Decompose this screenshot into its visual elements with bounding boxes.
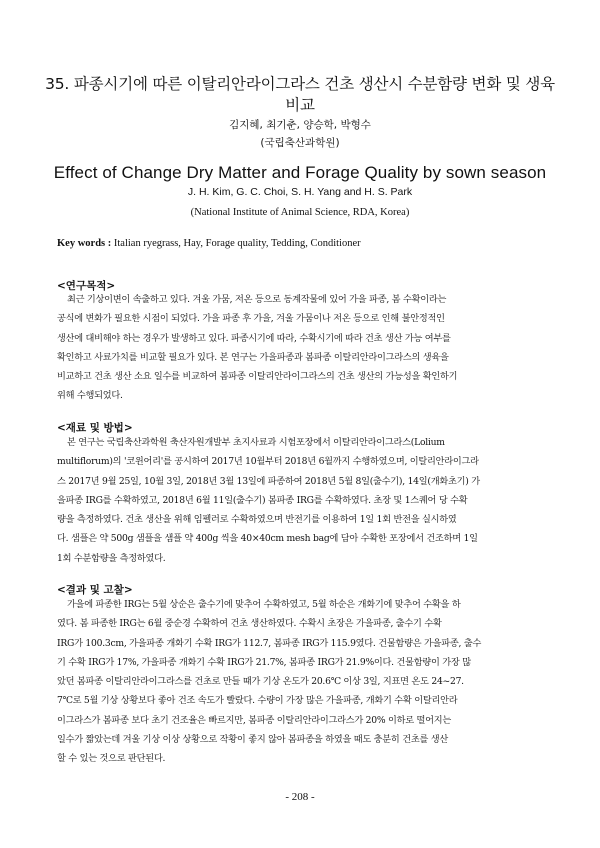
text-line: 가을에 파종한 IRG는 5월 상순은 출수기에 맞추어 수확하였고, 5월 하순은 개화기에 맞추어 수확을 하: [67, 599, 461, 610]
text-line: IRG가 100.3cm, 가을파종 개화기 수확 IRG가 112.7, 봄파종 IRG가 115.9였다. 건물함량은 가을파종, 출수: [57, 637, 482, 649]
section-heading-methods: <재료 및 방법>: [57, 422, 133, 434]
text-line: 을파종 IRG를 수확하였고, 2018년 6월 11일(출수기) 봄파종 IRG를 수확하였다. 초장 및 1스퀘어 당 수확: [57, 494, 468, 506]
text-line: 생산에 대비해야 하는 경우가 발생하고 있다. 파종시기에 따라, 수확시기에 따라 건초 생산 가능 여부를: [57, 332, 451, 344]
text-line: 량을 측정하였다. 건초 생산을 위해 임펠러로 수확하였으며 반전기를 이용하여 1일 1회 반전을 실시하였: [57, 514, 457, 526]
keywords-label: Key words :: [57, 238, 112, 249]
text-line: 본 연구는 국립축산과학원 축산자원개발부 초지사료과 시험포장에서 이탈리안라이그라스(Lolium: [67, 437, 445, 448]
paper-title-english: Effect of Change Dry Matter and Forage Quality by sown season: [53, 163, 547, 182]
text-line: 최근 기상이변이 속출하고 있다. 겨울 가뭄, 저온 등으로 동계작물에 있어 가을 파종, 봄 수확이라는: [67, 294, 447, 305]
text-line: 다. 샘플은 약 500g 샘플을 샘플 약 400g 씩을 40×40cm mesh bag에 담아 수확한 포장에서 건조하며 1일: [57, 533, 478, 545]
text-line: 이그라스가 봄파종 보다 초기 건조율은 빠르지만, 봄파종 이탈리안라이그라스가 20% 이하로 떨어지는: [57, 714, 452, 726]
text-line: multiflorum)의 '코윈어리'를 공시하여 2017년 10월부터 2018년 6월까지 수행하였으며, 이탈리안라이그라: [57, 456, 479, 468]
text-line: 공식에 변화가 필요한 시점이 되었다. 가을 파종 후 가을, 겨울 가뭄이나 저온 등으로 인해 불안정적인: [57, 313, 445, 325]
section-heading-results: <결과 및 고찰>: [57, 584, 133, 596]
paper-title-korean: 35. 파종시기에 따른 이탈리안라이그라스 건초 생산시 수분함량 변화 및 생육 비교: [45, 75, 555, 114]
text-line: 1회 수분함량을 측정하였다.: [57, 552, 166, 564]
keywords: [57, 238, 557, 249]
text-line: 할 수 있는 것으로 판단된다.: [57, 753, 166, 765]
text-line: 위해 수행되었다.: [57, 390, 123, 402]
text-line: 였다. 봄 파종한 IRG는 6월 중순경 수확하여 건초 생산하였다. 수확시 초장은 가을파종, 출수기 수확: [57, 618, 442, 630]
page-number: - 208 -: [285, 791, 315, 803]
authors-korean: 김지혜, 최기춘, 양승학, 박형수: [229, 119, 371, 131]
text-line: 스 2017년 9월 25일, 10월 3일, 2018년 3월 13일에 파종하여 2018년 5월 8일(출수기), 14일(개화초기) 가: [57, 475, 480, 487]
section-body-methods: [57, 433, 543, 568]
text-line: 았던 봄파종 이탈리안라이그라스를 건초로 만들 때가 기상 온도가 20.6℃ 이상 3일, 지표면 온도 24~27.: [57, 676, 464, 688]
keywords-text: Italian ryegrass, Hay, Forage quality, Tedding, Conditioner: [113, 238, 361, 249]
text-line: 확인하고 사료가치를 비교할 필요가 있다. 본 연구는 가을파종과 봄파종 이탈리안라이그라스의 생육을: [57, 351, 449, 363]
text-line: 일수가 짧았는데 겨울 기상 이상 상황으로 작황이 좋지 않아 봄파종을 하였을 때도 충분히 건초를 생산: [57, 734, 449, 746]
institution-english: (National Institute of Animal Science, RDA, Korea): [190, 207, 410, 218]
text-line: 기 수확 IRG가 17%, 가을파종 개화기 수확 IRG가 21.7%, 봄파종 IRG가 21.9%이다. 건물함량이 가장 많: [57, 656, 471, 668]
authors-english: J. H. Kim, G. C. Choi, S. H. Yang and H. S. Park: [187, 186, 413, 198]
section-body-purpose: [57, 290, 543, 406]
text-line: 비교하고 건초 생산 소요 일수를 비교하여 봄파종 이탈리안라이그라스의 건초 생산의 가능성을 확인하기: [57, 371, 458, 383]
section-body-results: [57, 595, 543, 769]
institution-korean: (국립축산과학원): [260, 137, 340, 149]
section-heading-purpose: <연구목적>: [57, 280, 116, 292]
text-line: 7℃로 5월 기상 상황보다 좋아 건조 속도가 빨랐다. 수량이 가장 많은 가을파종, 개화기 수확 이탈리안라: [57, 695, 458, 707]
